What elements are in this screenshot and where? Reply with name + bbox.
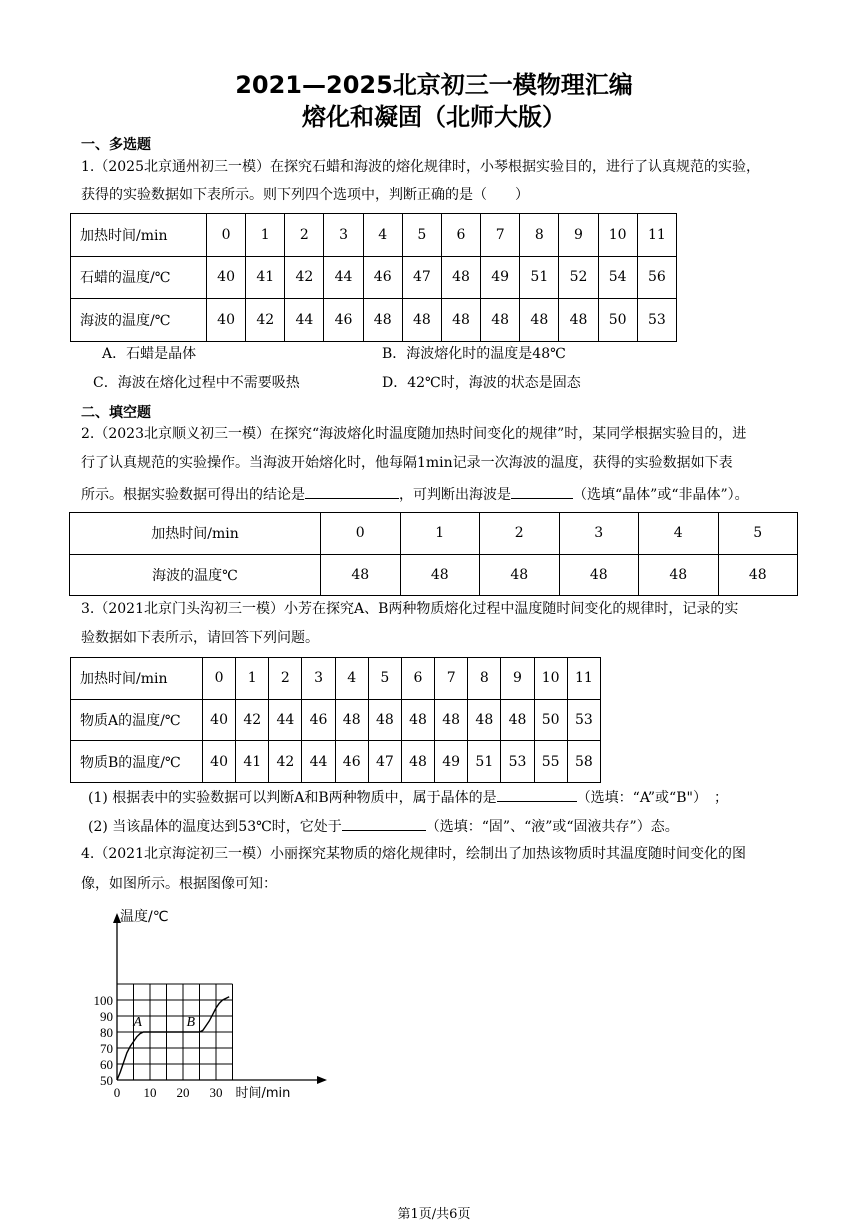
q1-cell: 48	[363, 299, 402, 342]
q1-cell: 52	[559, 256, 598, 299]
q1-cell: 42	[285, 256, 324, 299]
q1-row	[71, 256, 677, 299]
q3-cell: 53	[501, 741, 534, 783]
q2-cell: 4	[639, 513, 719, 555]
q3-sub2-text-b: （选填：“固”、“液”或“固液共存”）态。	[425, 819, 679, 835]
q3-cell: 2	[269, 658, 302, 700]
q3-cell: 5	[368, 658, 401, 700]
q3-sub1-text-b: （选填：“A”或“B"） ；	[576, 790, 728, 806]
q3-cell: 0	[203, 658, 236, 700]
q3-cell: 55	[534, 741, 567, 783]
temperature-time-graph	[88, 905, 358, 1105]
q1-option-d[interactable]: D．42℃时，海波的状态是固态	[382, 375, 581, 391]
q3-cell: 48	[368, 699, 401, 741]
q3-cell: 40	[203, 699, 236, 741]
q2-cell: 0	[321, 513, 401, 555]
q1-cell: 4	[363, 214, 402, 257]
q1-cell: 6	[441, 214, 480, 257]
q3-row-header: 物质A的温度/℃	[71, 699, 203, 741]
q1-option-c[interactable]: C．海波在熔化过程中不需要吸热	[93, 375, 300, 391]
q3-cell: 44	[302, 741, 335, 783]
q3-row	[71, 741, 601, 783]
q3-sub1-blank[interactable]	[497, 787, 577, 802]
q1-cell: 5	[402, 214, 441, 257]
q1-cell: 48	[441, 299, 480, 342]
q2-cell: 2	[480, 513, 560, 555]
q1-cell: 46	[324, 299, 363, 342]
q1-stem-line1: 1.（2025北京通州初三一模）在探究石蜡和海波的熔化规律时，小琴根据实验目的，进行了认真规范的实验，	[81, 159, 760, 175]
q1-cell: 56	[637, 256, 676, 299]
q1-cell: 10	[598, 214, 637, 257]
q3-row	[71, 699, 601, 741]
q2-cell: 5	[718, 513, 798, 555]
q3-cell: 53	[567, 699, 600, 741]
q3-cell: 46	[302, 699, 335, 741]
q1-cell: 8	[520, 214, 559, 257]
q3-stem-line2: 验数据如下表所示，请回答下列问题。	[81, 630, 319, 646]
x-tick-label: 20	[176, 1085, 190, 1100]
q1-row	[71, 299, 677, 342]
q3-row-header: 物质B的温度/℃	[71, 741, 203, 783]
q3-cell: 42	[236, 699, 269, 741]
q3-sub2-text-a: (2) 当该晶体的温度达到53℃时，它处于	[88, 819, 342, 835]
q2-stem-text-c: （选填“晶体”或“非晶体”）。	[573, 487, 749, 503]
x-tick-label: 0	[113, 1085, 121, 1100]
q2-row	[70, 554, 798, 596]
q1-cell: 3	[324, 214, 363, 257]
q1-row-header: 石蜡的温度/℃	[71, 256, 207, 299]
section-heading-multiple-choice: 一、多选题	[81, 137, 151, 153]
y-tick-label: 60	[100, 1057, 113, 1072]
x-axis-arrow	[317, 1076, 327, 1084]
q2-stem-text-b: ，可判断出海波是	[399, 487, 511, 503]
q1-cell: 51	[520, 256, 559, 299]
q2-cell: 48	[718, 554, 798, 596]
q1-cell: 48	[402, 299, 441, 342]
q3-cell: 8	[468, 658, 501, 700]
y-axis-label: 温度/℃	[120, 909, 169, 925]
page-footer: 第1页/共6页	[397, 1207, 471, 1222]
q3-sub2	[88, 816, 808, 836]
q2-type-blank[interactable]	[511, 484, 573, 499]
q1-cell: 47	[402, 256, 441, 299]
q1-cell: 9	[559, 214, 598, 257]
q2-stem-text-a: 所示。根据实验数据可得出的结论是	[81, 487, 305, 503]
q1-cell: 50	[598, 299, 637, 342]
q3-cell: 48	[335, 699, 368, 741]
q3-cell: 51	[468, 741, 501, 783]
q2-cell: 48	[400, 554, 480, 596]
q3-cell: 48	[401, 741, 434, 783]
q2-conclusion-blank[interactable]	[305, 484, 399, 499]
q1-cell: 49	[481, 256, 520, 299]
q1-cell: 2	[285, 214, 324, 257]
q3-sub2-blank[interactable]	[342, 816, 426, 831]
document-subtitle: 熔化和凝固（北师大版）	[302, 103, 566, 131]
q3-cell: 7	[435, 658, 468, 700]
q1-cell: 48	[481, 299, 520, 342]
q3-data-table	[70, 657, 601, 783]
q3-cell: 6	[401, 658, 434, 700]
q1-cell: 44	[324, 256, 363, 299]
q3-cell: 58	[567, 741, 600, 783]
q3-cell: 4	[335, 658, 368, 700]
q2-row-header: 加热时间/min	[70, 513, 321, 555]
q1-option-b[interactable]: B．海波熔化时的温度是48℃	[382, 346, 566, 362]
q3-cell: 50	[534, 699, 567, 741]
q3-cell: 41	[236, 741, 269, 783]
q2-stem-line1: 2.（2023北京顺义初三一模）在探究“海波熔化时温度随加热时间变化的规律”时，某同学根据实验目的，进	[81, 426, 747, 442]
q2-row-header: 海波的温度℃	[70, 554, 321, 596]
q1-cell: 44	[285, 299, 324, 342]
q1-cell: 11	[637, 214, 676, 257]
y-tick-label: 90	[100, 1009, 113, 1024]
y-tick-label: 100	[93, 993, 113, 1008]
q1-row	[71, 214, 677, 257]
q3-cell: 11	[567, 658, 600, 700]
q3-cell: 40	[203, 741, 236, 783]
q2-stem-line3	[81, 484, 801, 504]
q3-row	[71, 658, 601, 700]
q1-cell: 53	[637, 299, 676, 342]
q3-cell: 42	[269, 741, 302, 783]
q1-cell: 40	[207, 256, 246, 299]
q2-row	[70, 513, 798, 555]
q1-row-header: 海波的温度/℃	[71, 299, 207, 342]
q2-cell: 48	[321, 554, 401, 596]
q1-cell: 42	[246, 299, 285, 342]
q1-data-table	[70, 213, 677, 342]
annotation-point-a: A	[133, 1015, 142, 1030]
q1-cell: 1	[246, 214, 285, 257]
q3-stem-line1: 3.（2021北京门头沟初三一模）小芳在探究A、B两种物质熔化过程中温度随时间变化的规律时，记录的实	[81, 601, 739, 617]
x-axis-label: 时间/min	[235, 1086, 291, 1101]
q3-cell: 9	[501, 658, 534, 700]
q1-cell: 48	[520, 299, 559, 342]
q1-cell: 48	[559, 299, 598, 342]
document-title: 2021—2025北京初三一模物理汇编	[235, 71, 633, 99]
q1-option-a[interactable]: A．石蜡是晶体	[102, 346, 197, 362]
q3-cell: 49	[435, 741, 468, 783]
q3-sub1	[88, 787, 808, 807]
q1-stem-line2: 获得的实验数据如下表所示。则下列四个选项中，判断正确的是（ ）	[81, 187, 529, 203]
x-tick-label: 30	[209, 1085, 223, 1100]
q2-cell: 48	[559, 554, 639, 596]
q3-sub1-text-a: (1) 根据表中的实验数据可以判断A和B两种物质中，属于晶体的是	[88, 790, 497, 806]
section-heading-fill-in: 二、填空题	[81, 405, 151, 421]
q3-row-header: 加热时间/min	[71, 658, 203, 700]
q2-data-table	[69, 512, 798, 596]
y-tick-label: 70	[100, 1041, 113, 1056]
annotation-point-b: B	[186, 1015, 196, 1030]
q4-stem-line2: 像，如图所示。根据图像可知：	[81, 876, 277, 892]
q3-cell: 46	[335, 741, 368, 783]
q3-cell: 48	[468, 699, 501, 741]
q3-cell: 44	[269, 699, 302, 741]
q1-cell: 0	[207, 214, 246, 257]
q1-cell: 40	[207, 299, 246, 342]
q3-cell: 3	[302, 658, 335, 700]
q1-cell: 7	[481, 214, 520, 257]
q1-cell: 54	[598, 256, 637, 299]
q3-cell: 48	[401, 699, 434, 741]
q4-stem-line1: 4.（2021北京海淀初三一模）小丽探究某物质的熔化规律时，绘制出了加热该物质时其温度随时间变化的图	[81, 846, 746, 862]
q2-cell: 1	[400, 513, 480, 555]
q1-row-header: 加热时间/min	[71, 214, 207, 257]
q2-cell: 3	[559, 513, 639, 555]
q3-cell: 10	[534, 658, 567, 700]
q3-cell: 48	[435, 699, 468, 741]
q1-cell: 46	[363, 256, 402, 299]
q2-cell: 48	[480, 554, 560, 596]
q2-cell: 48	[639, 554, 719, 596]
q1-cell: 41	[246, 256, 285, 299]
x-tick-label: 10	[143, 1085, 157, 1100]
y-tick-label: 50	[100, 1073, 113, 1088]
q3-cell: 47	[368, 741, 401, 783]
q1-cell: 48	[441, 256, 480, 299]
q3-cell: 1	[236, 658, 269, 700]
q3-cell: 48	[501, 699, 534, 741]
y-tick-label: 80	[100, 1025, 113, 1040]
q2-stem-line2: 行了认真规范的实验操作。当海波开始熔化时，他每隔1min记录一次海波的温度，获得的实验数据如下表	[81, 455, 733, 471]
